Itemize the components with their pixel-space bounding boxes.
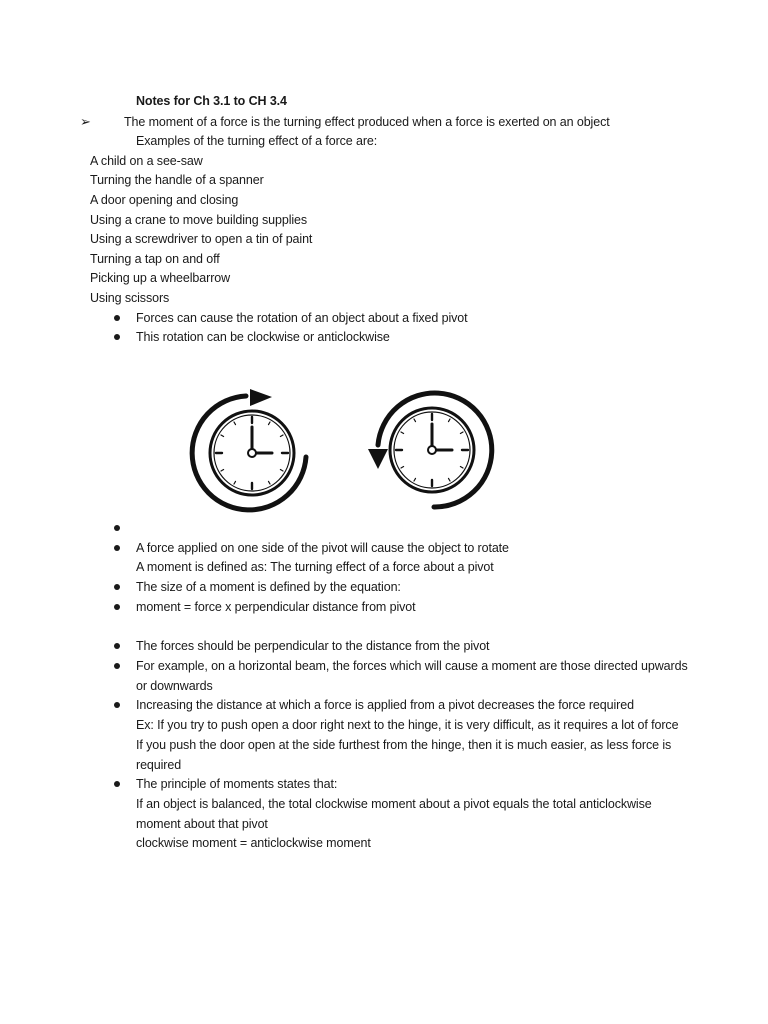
page-title: Notes for Ch 3.1 to CH 3.4 bbox=[136, 94, 287, 108]
list-item: Using a crane to move building supplies bbox=[90, 213, 308, 227]
bullet-icon bbox=[114, 702, 120, 708]
list-item: A child on a see-saw bbox=[90, 154, 203, 168]
intro-text: The moment of a force is the turning effect produced when a force is exerted on an object bbox=[124, 115, 610, 129]
bullet-icon bbox=[114, 525, 120, 531]
examples-heading: Examples of the turning effect of a force are: bbox=[136, 134, 378, 148]
list-item: A door opening and closing bbox=[90, 193, 239, 207]
list-item: Using a screwdriver to open a tin of paint bbox=[90, 232, 313, 246]
moment-bullet: The forces should be perpendicular to the distance from the pivot bbox=[136, 639, 490, 653]
bullet-icon bbox=[114, 315, 120, 321]
moment-bullet-cont: If you push the door open at the side furthest from the hinge, then it is much easier, as less force is bbox=[136, 738, 672, 752]
bullet-icon bbox=[114, 604, 120, 610]
principle-text: moment about that pivot bbox=[136, 817, 268, 831]
moment-equation: moment = force x perpendicular distance from pivot bbox=[136, 600, 416, 614]
bullet-icon bbox=[114, 643, 120, 649]
bullet-icon bbox=[114, 334, 120, 340]
bullet-icon bbox=[114, 545, 120, 551]
bullet-icon bbox=[114, 584, 120, 590]
clockwise-clock-icon bbox=[188, 383, 318, 513]
moment-example: Ex: If you try to push open a door right next to the hinge, it is very difficult, as it requires a lot of force bbox=[136, 718, 679, 732]
moment-bullet-cont: required bbox=[136, 758, 182, 772]
principle-text: If an object is balanced, the total clockwise moment about a pivot equals the total anticlockwise bbox=[136, 797, 652, 811]
moment-bullet: Increasing the distance at which a force is applied from a pivot decreases the force required bbox=[136, 698, 634, 712]
moment-bullet: For example, on a horizontal beam, the forces which will cause a moment are those directed upwards bbox=[136, 659, 688, 673]
bullet-icon bbox=[114, 663, 120, 669]
bullet-icon bbox=[114, 781, 120, 787]
list-item: Turning a tap on and off bbox=[90, 252, 220, 266]
arrow-bullet-icon: ➢ bbox=[80, 114, 91, 129]
moment-definition: A moment is defined as: The turning effect of a force about a pivot bbox=[136, 560, 494, 574]
list-item: Picking up a wheelbarrow bbox=[90, 271, 231, 285]
moment-bullet: The principle of moments states that: bbox=[136, 777, 338, 791]
principle-equation: clockwise moment = anticlockwise moment bbox=[136, 836, 371, 850]
list-item: Using scissors bbox=[90, 291, 170, 305]
rotation-bullet: Forces can cause the rotation of an object about a fixed pivot bbox=[136, 311, 468, 325]
anticlockwise-clock-icon bbox=[366, 383, 496, 513]
list-item: Turning the handle of a spanner bbox=[90, 173, 264, 187]
rotation-bullet: This rotation can be clockwise or anticlockwise bbox=[136, 330, 390, 344]
moment-bullet-cont: or downwards bbox=[136, 679, 213, 693]
moment-bullet: The size of a moment is defined by the equation: bbox=[136, 580, 401, 594]
moment-bullet: A force applied on one side of the pivot will cause the object to rotate bbox=[136, 541, 509, 555]
